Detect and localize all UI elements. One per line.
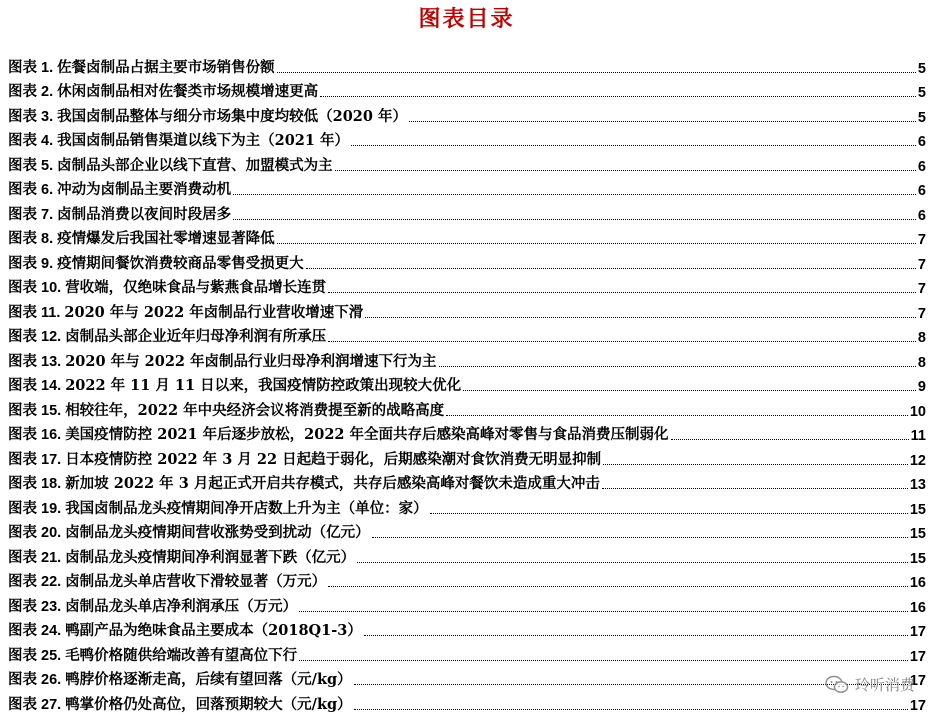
dot-leader — [602, 488, 908, 489]
toc-entry-page: 7 — [917, 305, 926, 322]
toc-entry-label: 图表 14. — [8, 378, 62, 394]
toc-entry-text: 鸭副产品为绝味食品主要成本（2018Q1-3） — [65, 622, 362, 639]
toc-entry-label: 图表 24. — [8, 623, 62, 639]
dot-leader — [354, 709, 908, 710]
toc-entry[interactable] — [8, 77, 926, 102]
toc-entry-page: 6 — [917, 158, 926, 175]
toc-entry-page: 8 — [917, 330, 926, 346]
toc-entry-label: 图表 20. — [8, 525, 62, 541]
toc-entry-page: 15 — [909, 550, 926, 567]
toc-entry[interactable] — [8, 493, 926, 518]
toc-entry-text: 卤制品龙头单店营收下滑较显著（万元） — [65, 573, 327, 590]
dot-leader — [277, 72, 916, 73]
toc-entry[interactable] — [8, 395, 926, 420]
toc-entry-text: 佐餐卤制品占据主要市场销售份额 — [57, 58, 275, 76]
dot-leader — [299, 611, 908, 612]
toc-entry-text: 我国卤制品销售渠道以线下为主（2021 年） — [57, 132, 350, 149]
toc-entry-label: 图表 27. — [8, 696, 62, 713]
toc-entry[interactable] — [8, 665, 926, 690]
toc-entry-label: 图表 22. — [8, 574, 62, 590]
toc-entry-page: 7 — [917, 281, 926, 297]
toc-entry-label: 图表 2. — [8, 84, 54, 100]
dot-leader — [277, 243, 916, 244]
toc-entry[interactable] — [8, 444, 926, 469]
toc-entry-page: 7 — [917, 256, 926, 273]
toc-entry-text: 我国卤制品整体与细分市场集中度均较低（2020 年） — [57, 107, 408, 125]
toc-list — [8, 52, 926, 714]
toc-entry[interactable] — [8, 346, 926, 371]
dot-leader — [364, 635, 908, 636]
dot-leader — [328, 292, 916, 293]
toc-entry-label: 图表 19. — [8, 500, 62, 517]
toc-entry-label: 图表 15. — [8, 402, 62, 419]
toc-entry-text: 2020 年与 2022 年卤制品行业营收增速下滑 — [64, 303, 364, 321]
toc-entry-text: 卤制品消费以夜间时段居多 — [57, 205, 232, 223]
dot-leader — [233, 194, 916, 195]
toc-entry-page: 17 — [909, 624, 926, 640]
dot-leader — [430, 513, 908, 514]
toc-entry-text: 休闲卤制品相对佐餐类市场规模增速更高 — [57, 83, 319, 100]
toc-entry-label: 图表 25. — [8, 647, 62, 664]
toc-entry-label: 图表 4. — [8, 133, 54, 149]
toc-entry[interactable] — [8, 518, 926, 543]
watermark-text: 玲听消费 — [854, 676, 915, 694]
toc-entry-label: 图表 13. — [8, 353, 62, 370]
toc-entry-text: 疫情期间餐饮消费较商品零售受损更大 — [57, 254, 304, 272]
dot-leader — [233, 219, 916, 220]
toc-entry[interactable] — [8, 640, 926, 665]
toc-entry-text: 营收端，仅绝味食品与紫燕食品增长连贯 — [65, 279, 327, 296]
toc-entry[interactable] — [8, 322, 926, 347]
toc-entry-page: 7 — [917, 232, 926, 248]
wechat-icon — [825, 675, 849, 695]
watermark — [825, 674, 915, 695]
toc-entry-page: 13 — [909, 477, 926, 493]
toc-entry-page: 8 — [917, 354, 926, 371]
toc-entry-label: 图表 10. — [8, 280, 62, 296]
toc-entry-label: 图表 26. — [8, 672, 62, 688]
toc-entry[interactable] — [8, 175, 926, 200]
toc-entry-text: 鸭掌价格仍处高位，回落预期较大（元/kg） — [65, 695, 352, 713]
dot-leader — [320, 96, 916, 97]
toc-entry-label: 图表 8. — [8, 231, 54, 247]
toc-entry-page: 5 — [917, 85, 926, 101]
toc-entry[interactable] — [8, 371, 926, 396]
dot-leader — [357, 562, 908, 563]
toc-entry[interactable] — [8, 248, 926, 273]
toc-entry-text: 卤制品头部企业以线下直营、加盟模式为主 — [57, 156, 333, 174]
dot-leader — [351, 145, 916, 146]
toc-entry[interactable] — [8, 420, 926, 445]
dot-leader — [439, 366, 916, 367]
toc-entry[interactable] — [8, 567, 926, 592]
toc-entry[interactable] — [8, 273, 926, 298]
toc-entry[interactable] — [8, 52, 926, 77]
toc-entry[interactable] — [8, 150, 926, 175]
toc-entry-label: 图表 21. — [8, 549, 62, 566]
toc-entry-label: 图表 6. — [8, 182, 54, 198]
toc-entry-text: 卤制品龙头单店净利润承压（万元） — [65, 597, 298, 615]
toc-entry[interactable] — [8, 469, 926, 494]
toc-entry-page: 11 — [910, 428, 926, 444]
toc-entry-page: 6 — [917, 207, 926, 224]
toc-entry-label: 图表 9. — [8, 255, 54, 272]
toc-entry[interactable] — [8, 224, 926, 249]
toc-entry-page: 17 — [909, 697, 926, 714]
toc-entry-page: 15 — [909, 501, 926, 518]
dot-leader — [409, 121, 916, 122]
toc-entry[interactable] — [8, 199, 926, 224]
toc-entry-text: 鸭脖价格逐渐走高，后续有望回落（元/kg） — [65, 671, 352, 688]
dot-leader — [603, 464, 908, 465]
toc-entry-page: 6 — [917, 134, 926, 150]
dot-leader — [671, 439, 909, 440]
toc-entry[interactable] — [8, 591, 926, 616]
toc-entry-label: 图表 3. — [8, 108, 54, 125]
toc-entry-page: 12 — [909, 452, 926, 469]
toc-entry-text: 日本疫情防控 2022 年 3 月 22 日起趋于弱化，后期感染潮对食饮消费无明显抑制 — [65, 450, 602, 468]
toc-entry-text: 毛鸭价格随供给端改善有望高位下行 — [65, 646, 298, 664]
toc-entry-page: 16 — [909, 575, 926, 591]
toc-entry-text: 冲动为卤制品主要消费动机 — [57, 181, 232, 198]
toc-entry-page: 17 — [909, 648, 926, 665]
toc-entry-label: 图表 18. — [8, 476, 62, 492]
dot-leader — [446, 415, 908, 416]
toc-entry-label: 图表 16. — [8, 427, 62, 443]
dot-leader — [299, 660, 908, 661]
toc-entry-page: 16 — [909, 599, 926, 616]
toc-entry-page: 17 — [909, 673, 926, 689]
dot-leader — [335, 170, 916, 171]
toc-entry-text: 2022 年 11 月 11 日以来，我国疫情防控政策出现较大优化 — [65, 377, 462, 394]
toc-entry-page: 5 — [917, 109, 926, 126]
toc-entry-page: 15 — [909, 526, 926, 542]
toc-entry-page: 6 — [917, 183, 926, 199]
toc-entry-text: 我国卤制品龙头疫情期间净开店数上升为主（单位：家） — [65, 499, 428, 517]
dot-leader — [306, 268, 916, 269]
toc-entry[interactable] — [8, 101, 926, 126]
toc-entry-text: 卤制品龙头疫情期间营收涨势受到扰动（亿元） — [65, 524, 370, 541]
toc-entry-label: 图表 17. — [8, 451, 62, 468]
toc-entry-text: 新加坡 2022 年 3 月起正式开启共存模式，共存后感染高峰对餐饮未造成重大冲击 — [65, 475, 600, 492]
toc-entry-label: 图表 12. — [8, 329, 62, 345]
toc-entry-text: 2020 年与 2022 年卤制品行业归母净利润增速下行为主 — [65, 352, 437, 370]
toc-entry-text: 美国疫情防控 2021 年后逐步放松，2022 年全面共存后感染高峰对零售与食品消费压制弱化 — [65, 426, 669, 443]
toc-entry-text: 相较往年，2022 年中央经济会议将消费提至新的战略高度 — [65, 401, 445, 419]
toc-entry-page: 5 — [917, 60, 926, 77]
dot-leader — [328, 586, 908, 587]
toc-entry-text: 卤制品头部企业近年归母净利润有所承压 — [65, 328, 327, 345]
toc-entry-page: 10 — [909, 403, 926, 420]
toc-entry-label: 图表 11. — [8, 304, 61, 321]
dot-leader — [328, 341, 916, 342]
toc-entry-label: 图表 7. — [8, 206, 54, 223]
dot-leader — [372, 537, 908, 538]
toc-entry[interactable] — [8, 616, 926, 641]
toc-entry[interactable] — [8, 542, 926, 567]
toc-entry-text: 疫情爆发后我国社零增速显著降低 — [57, 230, 275, 247]
toc-entry-label: 图表 5. — [8, 157, 54, 174]
dot-leader — [365, 317, 916, 318]
toc-entry[interactable] — [8, 126, 926, 151]
dot-leader — [463, 390, 916, 391]
toc-entry-text: 卤制品龙头疫情期间净利润显著下跌（亿元） — [65, 548, 356, 566]
toc-entry-label: 图表 1. — [8, 59, 54, 76]
toc-entry[interactable] — [8, 689, 926, 714]
toc-entry-page: 9 — [917, 379, 926, 395]
toc-entry-label: 图表 23. — [8, 598, 62, 615]
toc-entry[interactable] — [8, 297, 926, 322]
page-title: 图表目录 — [418, 6, 515, 32]
